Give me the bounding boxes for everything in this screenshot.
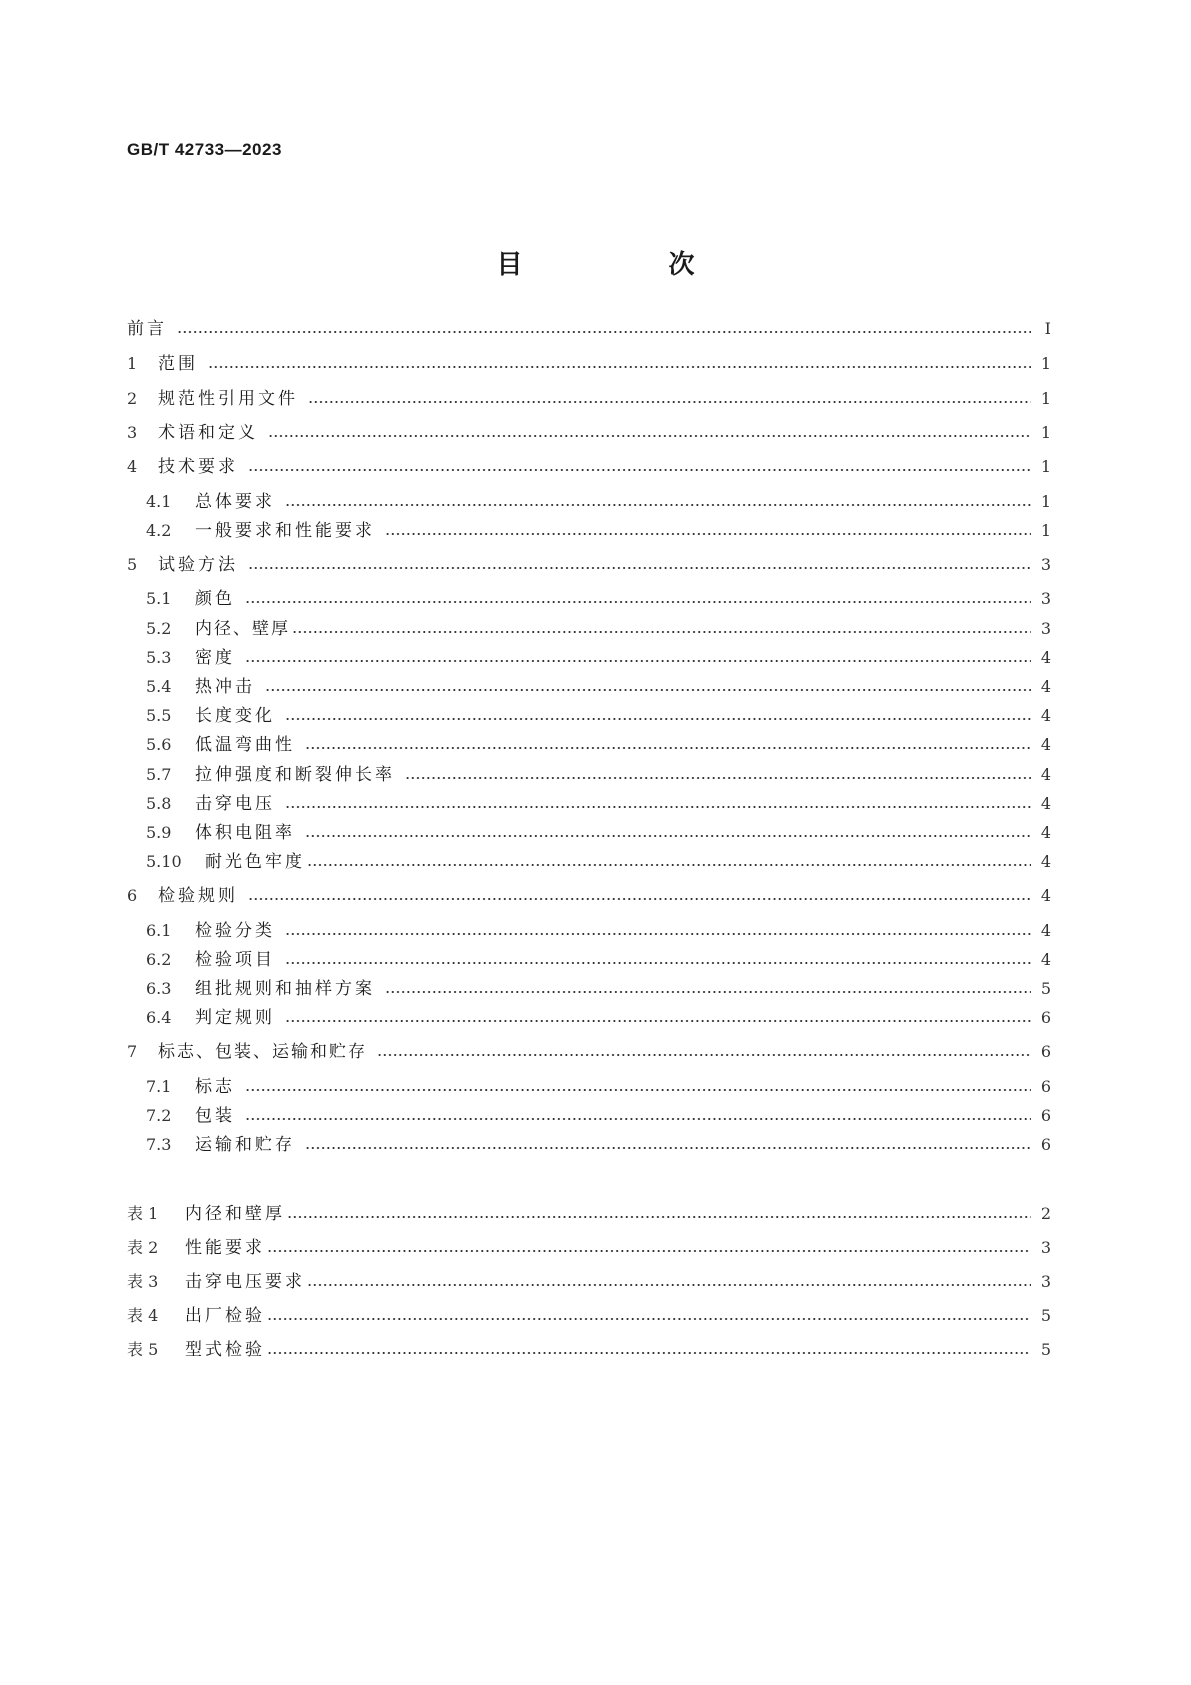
dot-leader [308,387,1031,411]
dot-leader [285,792,1031,816]
toc-entry-page: 6 [1040,1135,1051,1154]
toc-entry-number: 6.3 [146,979,172,998]
toc-table-label: 性能要求 [185,1238,265,1258]
toc-entry-6-1[interactable] [127,919,1051,943]
toc-entry-number: 7.2 [146,1106,172,1125]
toc-entry-page: 1 [1040,492,1051,511]
dot-leader [177,317,1031,341]
dot-leader [285,1006,1031,1030]
toc-entry-7[interactable] [127,1040,1051,1064]
toc-entry-page: 6 [1040,1008,1051,1027]
dot-leader [305,1133,1031,1157]
dot-leader [245,1075,1031,1099]
toc-entry-label: 低温弯曲性 [195,735,295,755]
toc-entry-foreword[interactable] [127,317,1051,341]
toc-entry-page: 4 [1040,677,1051,696]
toc-entry-page: 1 [1040,521,1051,540]
dot-leader [305,821,1031,845]
toc-entry-4-1[interactable] [127,490,1051,514]
toc-table-label: 内径和壁厚 [185,1204,285,1224]
toc-entry-number: 4.1 [146,492,172,511]
dot-leader [268,421,1031,445]
dot-leader [245,1104,1031,1128]
toc-entry-6[interactable] [127,884,1051,908]
toc-entry-label: 检验分类 [195,921,275,941]
toc-entry-6-4[interactable] [127,1006,1051,1030]
toc-entry-number: 5.5 [146,706,172,725]
dot-leader [267,1304,1031,1328]
toc-entry-page: 4 [1040,794,1051,813]
toc-entry-number: 3 [127,423,138,442]
toc-entry-number: 5.3 [146,648,172,667]
toc-entry-6-3[interactable] [127,977,1051,1001]
toc-entry-label: 耐光色牢度 [205,852,305,872]
toc-table-label: 型式检验 [185,1340,265,1360]
dot-leader [307,1270,1031,1294]
dot-leader [305,733,1031,757]
toc-entry-label: 规范性引用文件 [158,389,298,409]
toc-entry-number: 5 [127,555,138,574]
toc-entry-label: 热冲击 [195,677,255,697]
toc-entry-page: 6 [1040,1042,1051,1061]
toc-entry-label: 总体要求 [195,492,275,512]
toc-entry-label: 术语和定义 [158,423,258,443]
toc-entry-page: 1 [1040,354,1051,373]
toc-entry-label: 拉伸强度和断裂伸长率 [195,765,395,785]
toc-entry-page: 4 [1040,823,1051,842]
toc-entry-label: 体积电阻率 [195,823,295,843]
toc-entry-3[interactable] [127,421,1051,445]
toc-entry-label: 颜色 [195,589,235,609]
toc-entry-5-9[interactable] [127,821,1051,845]
toc-entry-5-10[interactable] [127,850,1051,874]
dot-leader [385,977,1031,1001]
toc-entry-4-2[interactable] [127,519,1051,543]
toc-entry-number: 7.3 [146,1135,172,1154]
toc-entry-label: 检验规则 [158,886,238,906]
toc-table-4[interactable] [127,1304,1051,1328]
dot-leader [248,455,1031,479]
toc-entry-number: 5.1 [146,589,172,608]
toc-entry-label: 密度 [195,648,235,668]
dot-leader [377,1040,1031,1064]
toc-table-number: 表 2 [127,1238,159,1257]
toc-table-page: 2 [1040,1204,1051,1223]
toc-entry-page: 4 [1040,735,1051,754]
toc-entry-label: 范围 [158,354,198,374]
toc-entry-label: 检验项目 [195,950,275,970]
toc-entry-page: 3 [1040,555,1051,574]
dot-leader [285,704,1031,728]
dot-leader [285,919,1031,943]
toc-entry-page: 4 [1040,852,1051,871]
toc-entry-number: 6 [127,886,138,905]
toc-entry-page: Ⅰ [1044,319,1051,338]
dot-leader [292,617,1031,641]
toc-entry-label: 标志 [195,1077,235,1097]
toc-entry-2[interactable] [127,387,1051,411]
toc-entry-number: 6.4 [146,1008,172,1027]
toc-table-5[interactable] [127,1338,1051,1362]
toc-entry-page: 1 [1040,389,1051,408]
toc-entry-label: 击穿电压 [195,794,275,814]
toc-entry-5-7[interactable] [127,763,1051,787]
toc-entry-number: 4.2 [146,521,172,540]
toc-entry-label: 组批规则和抽样方案 [195,979,375,999]
toc-title: 目 次 [496,250,755,280]
toc-entry-page: 4 [1040,765,1051,784]
toc-entry-number: 7 [127,1042,138,1061]
dot-leader [245,587,1031,611]
toc-entry-7-3[interactable] [127,1133,1051,1157]
dot-leader [208,352,1031,376]
toc-table-2[interactable] [127,1236,1051,1260]
toc-entry-label: 内径、壁厚 [195,619,290,639]
toc-entry-page: 4 [1040,648,1051,667]
dot-leader [248,884,1031,908]
toc-table-page: 3 [1040,1272,1051,1291]
toc-table-label: 出厂检验 [185,1306,265,1326]
toc-entry-4[interactable] [127,455,1051,479]
toc-entry-5-1[interactable] [127,587,1051,611]
toc-table-page: 5 [1040,1340,1051,1359]
toc-entry-number: 5.2 [146,619,172,638]
toc-entry-number: 7.1 [146,1077,172,1096]
toc-entry-5-4[interactable] [127,675,1051,699]
toc-entry-number: 5.10 [146,852,182,871]
toc-table-1[interactable] [127,1202,1051,1226]
dot-leader [265,675,1031,699]
toc-entry-page: 4 [1040,706,1051,725]
toc-entry-page: 5 [1040,979,1051,998]
dot-leader [385,519,1031,543]
toc-entry-page: 1 [1040,457,1051,476]
toc-entry-number: 5.9 [146,823,172,842]
toc-table-number: 表 4 [127,1306,159,1325]
standard-code: GB/T 42733—2023 [127,140,282,159]
toc-entry-label: 试验方法 [158,555,238,575]
toc-entry-5-5[interactable] [127,704,1051,728]
toc-entry-label: 标志、包装、运输和贮存 [158,1042,367,1062]
toc-entry-page: 3 [1040,619,1051,638]
toc-table-page: 5 [1040,1306,1051,1325]
toc-entry-label: 判定规则 [195,1008,275,1028]
toc-entry-label: 长度变化 [195,706,275,726]
toc-entry-label: 一般要求和性能要求 [195,521,375,541]
toc-entry-number: 5.4 [146,677,172,696]
toc-entry-number: 5.7 [146,765,172,784]
toc-entry-5[interactable] [127,553,1051,577]
toc-entry-number: 2 [127,389,138,408]
toc-entry-label: 运输和贮存 [195,1135,295,1155]
toc-entry-number: 5.8 [146,794,172,813]
toc-table-3[interactable] [127,1270,1051,1294]
toc-entry-number: 5.6 [146,735,172,754]
toc-entry-5-2[interactable] [127,617,1051,641]
toc-table-number: 表 5 [127,1340,159,1359]
toc-entry-page: 4 [1040,950,1051,969]
dot-leader [245,646,1031,670]
toc-entry-label: 包装 [195,1106,235,1126]
toc-entry-page: 4 [1040,921,1051,940]
toc-entry-5-3[interactable] [127,646,1051,670]
toc-entry-page: 6 [1040,1077,1051,1096]
dot-leader [287,1202,1031,1226]
toc-table-label: 击穿电压要求 [185,1272,305,1292]
toc-table-number: 表 1 [127,1204,159,1223]
toc-entry-page: 6 [1040,1106,1051,1125]
toc-entry-7-1[interactable] [127,1075,1051,1099]
dot-leader [285,948,1031,972]
dot-leader [267,1338,1031,1362]
toc-entry-5-8[interactable] [127,792,1051,816]
toc-entry-number: 6.1 [146,921,172,940]
toc-entry-7-2[interactable] [127,1104,1051,1128]
toc-table-number: 表 3 [127,1272,159,1291]
toc-entry-number: 6.2 [146,950,172,969]
toc-entry-6-2[interactable] [127,948,1051,972]
dot-leader [267,1236,1031,1260]
toc-entry-number: 1 [127,354,138,373]
toc-entry-label: 前言 [127,319,167,339]
toc-entry-5-6[interactable] [127,733,1051,757]
dot-leader [307,850,1031,874]
dot-leader [248,553,1031,577]
toc-entry-number: 4 [127,457,138,476]
toc-entry-1[interactable] [127,352,1051,376]
dot-leader [285,490,1031,514]
toc-entry-label: 技术要求 [158,457,238,477]
toc-entry-page: 4 [1040,886,1051,905]
toc-entry-page: 1 [1040,423,1051,442]
toc-entry-page: 3 [1040,589,1051,608]
toc-table-page: 3 [1040,1238,1051,1257]
dot-leader [405,763,1031,787]
